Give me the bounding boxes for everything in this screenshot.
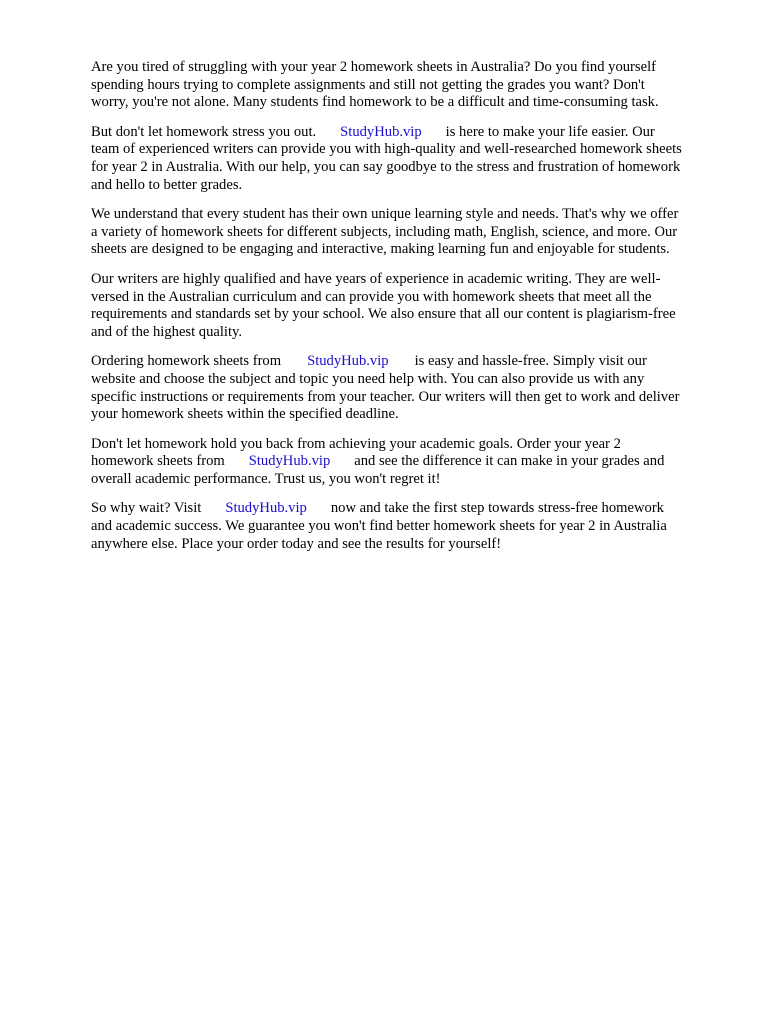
studyhub-link[interactable]: StudyHub.vip	[248, 453, 331, 470]
document-body	[91, 59, 731, 565]
text-line	[91, 124, 731, 142]
text-segment: is easy and hassle-free. Simply visit our	[414, 353, 647, 370]
text-line: Are you tired of struggling with your year 2 homework sheets in Australia? Do you find yourself	[91, 59, 656, 75]
text-segment: So why wait? Visit	[91, 500, 202, 517]
text-segment: and see the difference it can make in your grades and	[354, 453, 665, 470]
text-segment: is here to make your life easier. Our	[445, 123, 655, 140]
paragraph-6	[91, 436, 731, 489]
text-line: sheets are designed to be engaging and interactive, making learning fun and enjoyable for students.	[91, 241, 670, 258]
text-line: We understand that every student has their own unique learning style and needs. That's why we offer	[91, 206, 679, 223]
text-line: worry, you're not alone. Many students find homework to be a difficult and time-consuming task.	[91, 94, 659, 111]
text-line: team of experienced writers can provide you with high-quality and well-researched homework sheets	[91, 141, 682, 158]
text-segment: homework sheets from	[91, 453, 225, 470]
text-line: Our writers are highly qualified and have years of experience in academic writing. They are well-	[91, 270, 661, 287]
text-line: specific instructions or requirements from your teacher. Our writers will then get to work and deliver	[91, 388, 680, 405]
text-line: for year 2 in Australia. With our help, you can say goodbye to the stress and frustration of homework	[91, 158, 681, 175]
studyhub-link[interactable]: StudyHub.vip	[225, 500, 307, 517]
paragraph-7	[91, 500, 731, 553]
paragraph-4	[91, 271, 731, 341]
text-line: overall academic performance. Trust us, you won't regret it!	[91, 470, 441, 487]
text-line: and academic success. We guarantee you won't find better homework sheets for year 2 in Australia	[91, 518, 667, 535]
text-line: versed in the Australian curriculum and can provide you with homework sheets that meet all the	[91, 288, 652, 305]
text-line: website and choose the subject and topic you need help with. You can also provide us with any	[91, 370, 645, 387]
text-line: a variety of homework sheets for different subjects, including math, English, science, and more. Our	[91, 223, 678, 240]
text-line: Don't let homework hold you back from achieving your academic goals. Order your year 2	[91, 435, 621, 452]
text-line: anywhere else. Place your order today and see the results for yourself!	[91, 535, 502, 552]
studyhub-link[interactable]: StudyHub.vip	[340, 123, 422, 140]
text-line: and of the highest quality.	[91, 323, 243, 340]
paragraph-1	[91, 59, 731, 112]
text-line: and hello to better grades.	[91, 176, 243, 193]
studyhub-link[interactable]: StudyHub.vip	[307, 353, 389, 370]
text-line: your homework sheets within the specified deadline.	[91, 406, 399, 423]
text-segment: now and take the first step towards stress-free homework	[330, 500, 664, 517]
text-segment: But don't let homework stress you out.	[91, 123, 317, 140]
text-line	[91, 453, 731, 471]
paragraph-5	[91, 353, 731, 423]
text-line	[91, 500, 731, 518]
paragraph-2	[91, 124, 731, 194]
text-line: spending hours trying to complete assignments and still not getting the grades you want? Don't	[91, 76, 645, 93]
text-line	[91, 353, 731, 371]
text-segment: Ordering homework sheets from	[91, 353, 282, 370]
text-line: requirements and standards set by your school. We also ensure that all our content is plagiarism-free	[91, 306, 676, 323]
paragraph-3	[91, 206, 731, 259]
